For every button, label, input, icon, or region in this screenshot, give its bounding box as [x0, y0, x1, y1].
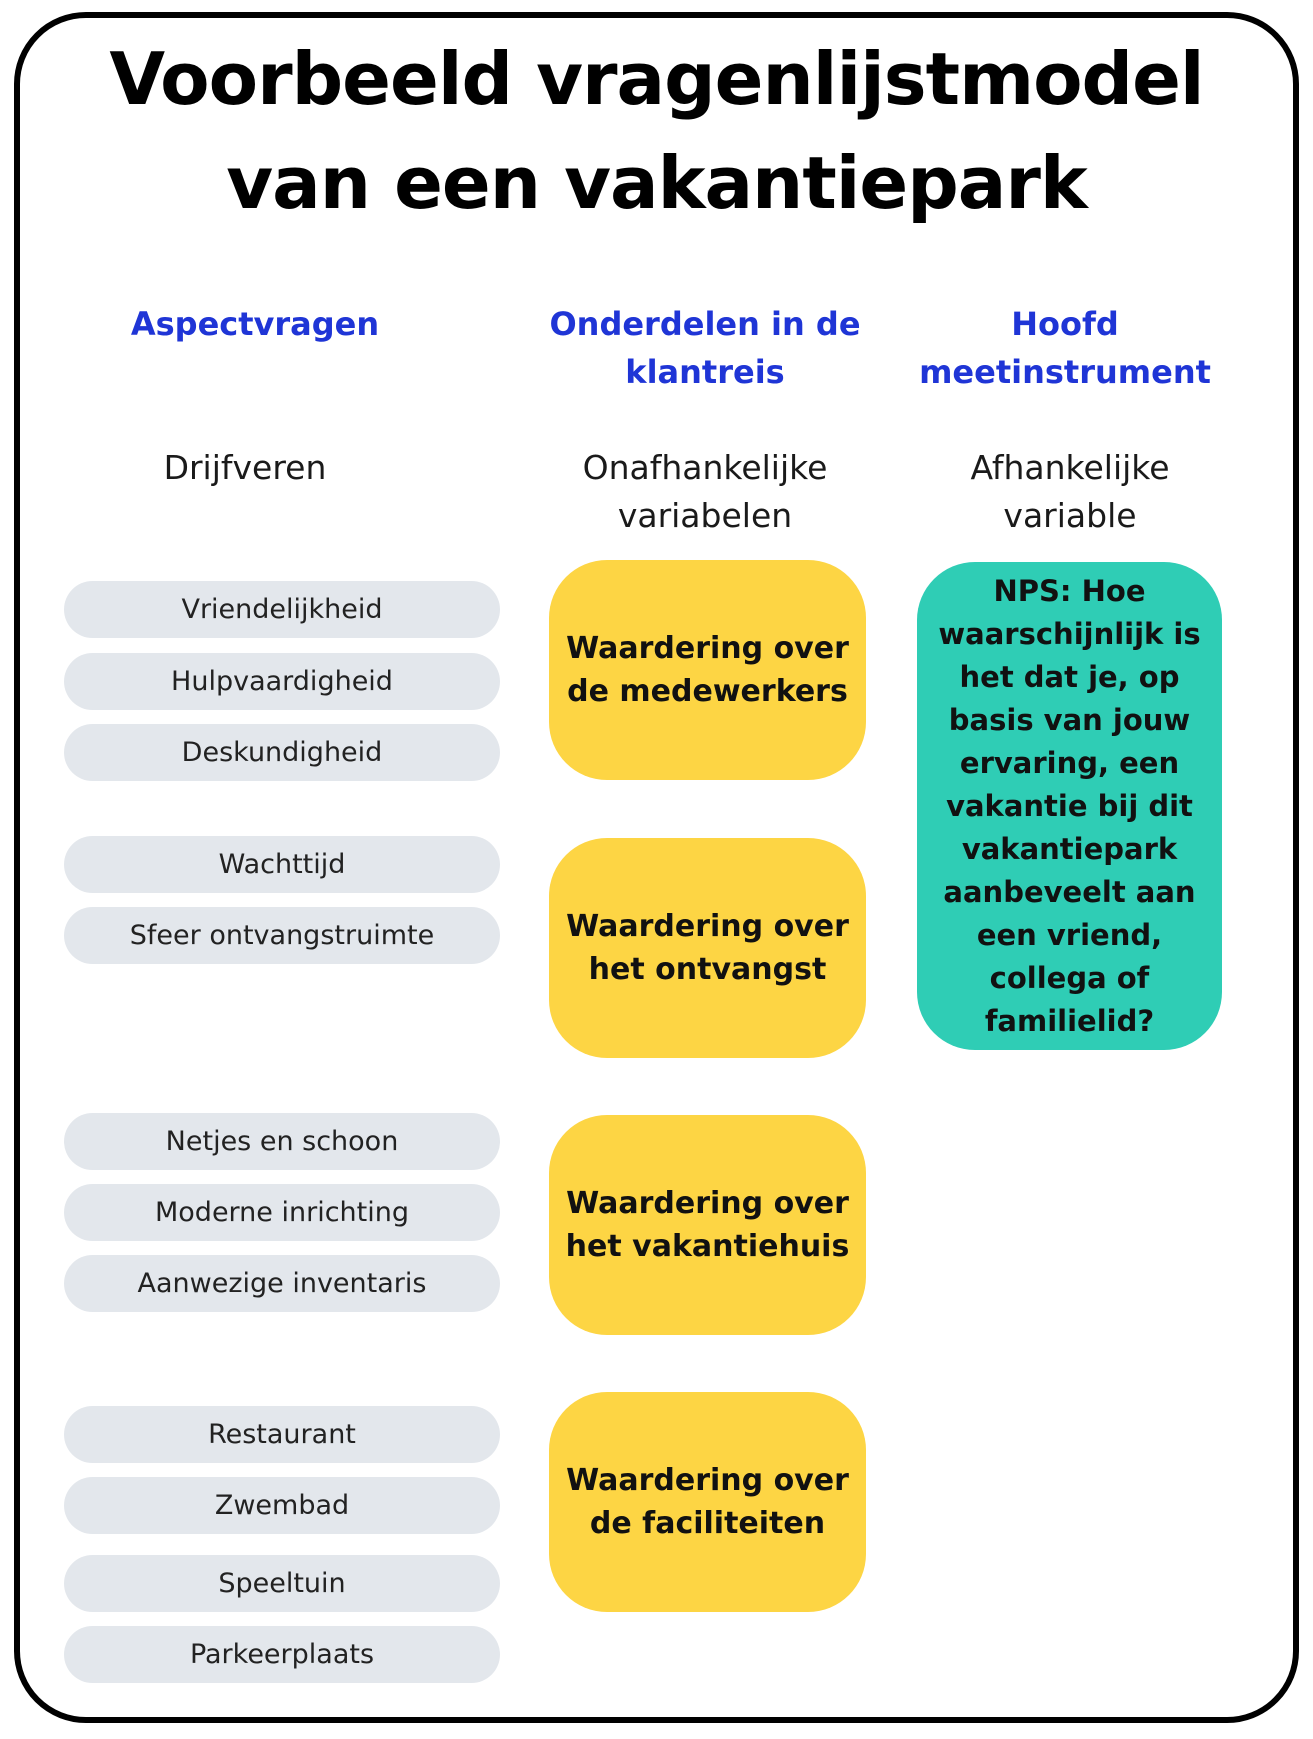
column-subheading-instrument: Afhankelijke variable: [970, 448, 1170, 535]
part-label: Waardering over de faciliteiten: [566, 1463, 849, 1541]
part-box-ontvangst: [549, 838, 866, 1058]
aspect-pill: Wachttijd: [64, 836, 500, 893]
aspect-pill: Moderne inrichting: [64, 1184, 500, 1241]
aspect-pill: Hulpvaardigheid: [64, 653, 500, 710]
nps-question-text: NPS: Hoe waarschijnlijk is het dat je, op basis van jouw ervaring, een vakantie bij dit vakantiepark aanbeveelt aan een vriend, collega of familielid?: [938, 573, 1201, 1038]
part-label: Waardering over het ontvangst: [566, 909, 849, 987]
nps-question-box: [917, 562, 1222, 1050]
aspect-pill: Vriendelijkheid: [64, 581, 500, 638]
aspect-pill: Aanwezige inventaris: [64, 1255, 500, 1312]
aspect-pill: Zwembad: [64, 1477, 500, 1534]
part-label: Waardering over het vakantiehuis: [565, 1186, 850, 1264]
part-box-faciliteiten: [549, 1392, 866, 1612]
title-line-1: Voorbeeld vragenlijstmodel: [109, 37, 1204, 121]
column-heading-aspects: Aspectvragen: [130, 305, 380, 343]
part-box-vakantiehuis: [549, 1115, 866, 1335]
column-heading-parts: Onderdelen in de klantreis: [549, 305, 861, 391]
part-label: Waardering over de medewerkers: [566, 631, 849, 709]
column-subheading-parts: Onafhankelijke variabelen: [582, 448, 828, 535]
aspect-pill: Parkeerplaats: [64, 1626, 500, 1683]
aspect-pill: Restaurant: [64, 1406, 500, 1463]
aspect-pill: Deskundigheid: [64, 724, 500, 781]
aspect-pill: Sfeer ontvangstruimte: [64, 907, 500, 964]
title-line-2: van een vakantiepark: [226, 141, 1087, 225]
column-heading-instrument: Hoofd meetinstrument: [919, 305, 1211, 391]
aspect-pill: Speeltuin: [64, 1555, 500, 1612]
column-subheading-aspects: Drijfveren: [163, 448, 327, 487]
aspect-pill: Netjes en schoon: [64, 1113, 500, 1170]
part-box-medewerkers: [549, 560, 866, 780]
